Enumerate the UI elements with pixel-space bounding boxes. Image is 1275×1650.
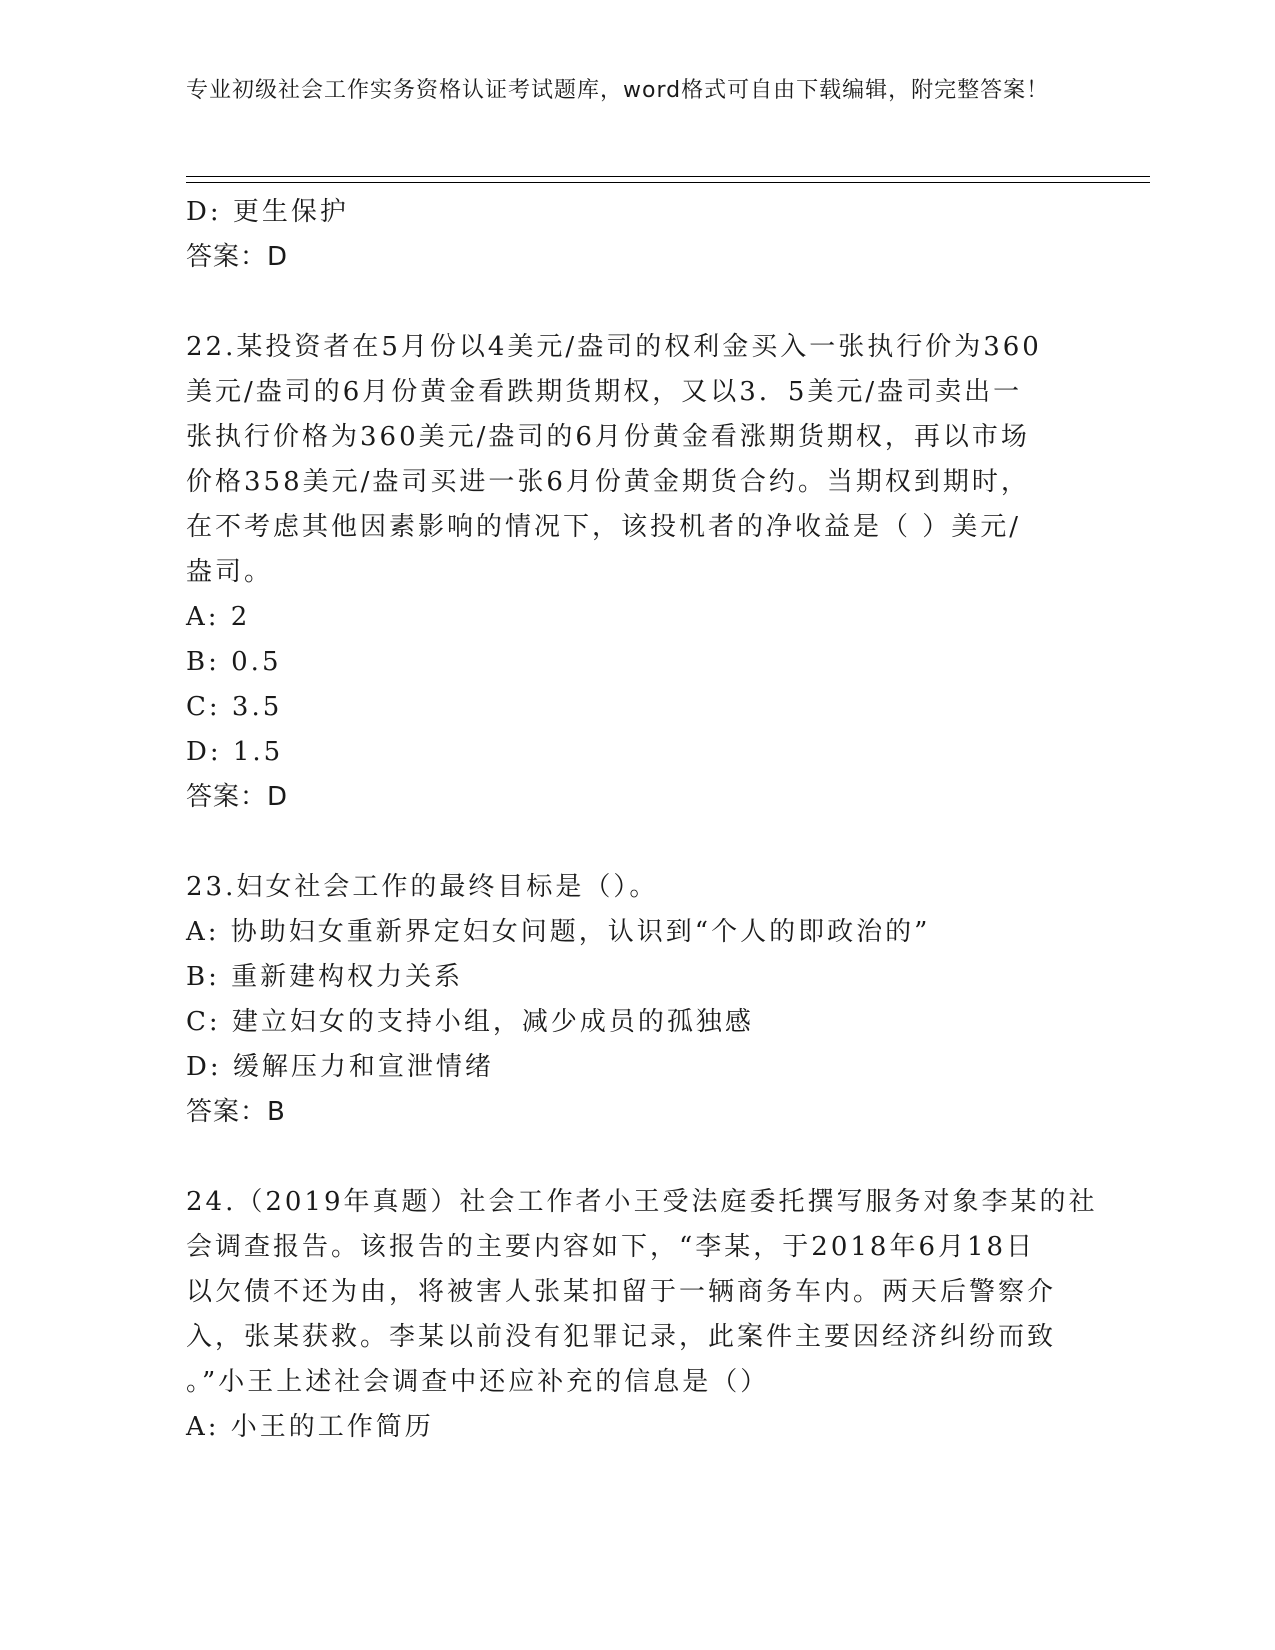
- question-text-line: 入，张某获救。李某以前没有犯罪记录，此案件主要因经济纠纷而致: [186, 1322, 1057, 1352]
- spacer: [186, 1135, 1086, 1180]
- question-text-line: 张执行价格为360美元/盎司的6月份黄金看涨期货期权，再以市场: [186, 422, 1030, 452]
- header-divider-top: [186, 176, 1150, 177]
- question-text-line: 24.（2019年真题）社会工作者小王受法庭委托撰写服务对象李某的社: [186, 1187, 1098, 1217]
- option-d: D: 1.5: [186, 737, 284, 767]
- option-b: B: 0.5: [186, 647, 282, 677]
- header-divider-bottom: [186, 182, 1150, 183]
- answer-line: 答案：D: [186, 242, 289, 272]
- answer-line: 答案：D: [186, 782, 289, 812]
- question-text-line: 盎司。: [186, 557, 274, 587]
- spacer: [186, 280, 1086, 325]
- question-22: [186, 325, 1086, 820]
- option-d: D: 更生保护: [186, 197, 349, 227]
- question-text-line: 以欠债不还为由，将被害人张某扣留于一辆商务车内。两天后警察介: [186, 1277, 1057, 1307]
- option-c: C: 3.5: [186, 692, 283, 722]
- question-text-line: 。”小王上述社会调查中还应补充的信息是（）: [186, 1367, 770, 1397]
- page-header: 专业初级社会工作实务资格认证考试题库，word格式可自由下载编辑，附完整答案！: [186, 78, 1050, 103]
- question-24: [186, 1180, 1098, 1450]
- option-b: B: 重新建构权力关系: [186, 962, 464, 992]
- option-c: C: 建立妇女的支持小组，减少成员的孤独感: [186, 1007, 754, 1037]
- question-text-line: 22.某投资者在5月份以4美元/盎司的权利金买入一张执行价为360: [186, 332, 1042, 362]
- question-text-line: 23.妇女社会工作的最终目标是（）。: [186, 872, 659, 902]
- option-a: A: 2: [186, 602, 251, 632]
- answer-line: 答案：B: [186, 1097, 286, 1127]
- option-a: A: 协助妇女重新界定妇女问题，认识到“个人的即政治的”: [186, 917, 931, 947]
- question-content: [186, 190, 1098, 1450]
- question-text-line: 美元/盎司的6月份黄金看跌期货期权，又以3．5美元/盎司卖出一: [186, 377, 1023, 407]
- question-text-line: 在不考虑其他因素影响的情况下，该投机者的净收益是（ ）美元/: [186, 512, 1022, 542]
- question-text-line: 会调查报告。该报告的主要内容如下，“李某，于2018年6月18日: [186, 1232, 1036, 1262]
- spacer: [186, 820, 1086, 865]
- question-text-line: 价格358美元/盎司买进一张6月份黄金期货合约。当期权到期时，: [186, 467, 1030, 497]
- option-d: D: 缓解压力和宣泄情绪: [186, 1052, 494, 1082]
- question-23: [186, 865, 1086, 1135]
- option-a: A: 小王的工作简历: [186, 1412, 434, 1442]
